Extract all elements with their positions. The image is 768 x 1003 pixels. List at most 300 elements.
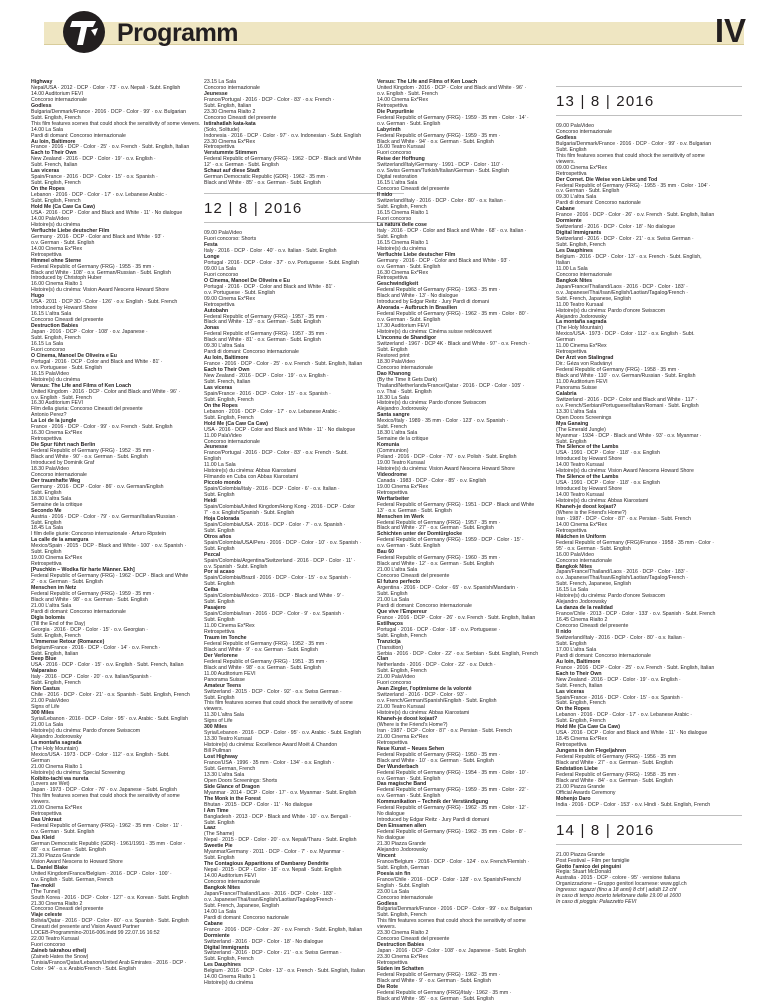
film-detail-line: German Democratic Republic (GDR) · 1962 · 35 mm · (204, 174, 329, 181)
program-entry (556, 672, 744, 690)
film-detail-line: (By the Time It Gets Dark) (377, 376, 437, 383)
film-detail-line: o.v. German · Subt. English (377, 543, 441, 550)
film-detail-line: Antonio Perez? (31, 412, 67, 419)
film-detail-line: USA · 2016 · DCP · Color · 15' · o.v. English · Subt. French, Italian (31, 662, 184, 669)
film-title: Non Castus (31, 686, 60, 693)
film-detail-line: Japan/France/Thailand/Laos · 2016 · DCP · Color · 183' · (556, 283, 688, 290)
film-detail-line: Retrospettiva (377, 102, 408, 109)
program-entry (204, 535, 374, 553)
film-detail-line: Subt. English (204, 617, 235, 624)
film-title: La danza de la realidad (556, 605, 613, 612)
film-detail-line: 17.00 L'altra Sala (556, 646, 597, 653)
program-entry (377, 580, 547, 610)
film-detail-line: Subt. English, French (31, 180, 81, 187)
program-entry (377, 550, 547, 580)
film-detail-line: France/Portugal · 2016 · DCP · Color · 83' · o.v. French · Subt. (204, 450, 348, 457)
film-detail-line: Histoire(s) du cinéma: Vision Award Nescens Howard Shore (31, 287, 169, 294)
program-entry (377, 193, 547, 223)
film-detail-line: France/Chile · 2016 · DCP · Color · 128' · o.v. Spanish/French/ (377, 876, 522, 883)
program-entry (204, 684, 374, 726)
program-entry (556, 660, 744, 672)
film-detail-line: Black and White · 110' · o.v. German/Russian · Subt. English (556, 373, 696, 380)
film-detail-line: Restored print (377, 352, 410, 359)
film-title: Geschwindigkeit (377, 281, 419, 288)
film-title: Den Einsamen allen (377, 823, 427, 830)
film-title: Poesía sin fin (377, 870, 411, 877)
film-detail-line: o.v. German · Subt. English (377, 775, 441, 782)
program-entry (556, 797, 744, 809)
program-entry (377, 282, 547, 306)
film-detail-line: Bulgaria/Denmark/France · 2016 · DCP · Color · 99' · o.v. Bulgarian (31, 108, 187, 115)
film-detail-line: 95' · o.v. German · Subt. English (556, 545, 631, 552)
film-detail-line: 19.00 Cinema Ex*Rex (377, 483, 429, 490)
film-detail-line: o.v. English · Subt. German, French (31, 876, 114, 883)
film-title: Das Unkraut (31, 817, 62, 824)
film-detail-line: 7' · o.v. English/Spanish · Subt. English (204, 509, 295, 516)
film-detail-line: Argentina · 2016 · DCP · Color · 65' · o.v. Spanish/Mandarin · (377, 585, 519, 592)
program-entry (204, 654, 374, 684)
film-title: Highway (31, 79, 53, 85)
film-detail-line: Panorama Suisse (556, 384, 597, 391)
film-detail-line: Bill Pullman (204, 748, 232, 755)
program-entry (377, 717, 547, 747)
film-detail-line: Introduced by Howard Shore (31, 305, 98, 312)
film-detail-line: 14.00 Cinema Ex*Rex (377, 96, 429, 103)
film-detail-line: 16.15 La Sala (31, 340, 64, 347)
film-detail-line: 19.00 Teatro Kursaal (377, 460, 425, 466)
film-detail-line: 11.00 PalaVideo (204, 432, 242, 439)
film-detail-line: Japan/France/Thailand/Laos · 2016 · DCP · Color · 183' · (556, 569, 688, 576)
film-detail-line: 09.30 L'altra Sala (556, 194, 597, 201)
film-title: On the Ropes (556, 706, 590, 713)
program-entry (556, 630, 744, 660)
film-detail-line: Lebanon · 2016 · DCP · Color · 17' · o.v. Lebanese Arabic · (204, 408, 341, 415)
film-detail-line: Spain/Colombia/Italy · 2016 · DCP · Color · 6' · o.v. Italian · (204, 486, 340, 493)
film-detail-line: (Where is the Friend's Home?) (556, 509, 627, 516)
film-detail-line: Tunisia/France/Qatar/Lebanon/United Arab Emirates · 2016 · DCP · (31, 960, 187, 967)
program-entry (31, 151, 201, 169)
film-detail-line: Dir.: Géza von Radványi (556, 361, 612, 368)
film-detail-line: o.v. Japanese/Thai/Isan/English/Laotian/Tagalog/French · (556, 575, 688, 582)
film-detail-line: Histoire(s) du cinéma: Vision Award Nescens Howard Shore (377, 465, 515, 472)
program-entry (556, 606, 744, 630)
film-detail-line: o.v. English · Subt. French (377, 90, 438, 97)
film-detail-line: Fuori concorso (204, 271, 239, 278)
film-title: Bangkok Nites (204, 885, 241, 891)
film-detail-line: Retrospettiva (556, 349, 587, 356)
film-title: Les Dauphines (204, 962, 241, 969)
program-entry (204, 122, 374, 152)
film-detail-line: 11.00 Auditorium FEVI (204, 670, 256, 677)
film-title: Mohenjo Daro (556, 795, 591, 802)
film-detail-line: Subt. English (31, 519, 62, 526)
film-detail-line: Black and White · 9' · o.v. German · Subt. English (377, 977, 491, 984)
film-detail-line: 14.00 Teatro Kursaal (556, 492, 604, 499)
film-detail-line: viewers. (377, 924, 397, 931)
film-detail-line: Concorso internazionale (556, 128, 612, 135)
film-detail-line: o.v. German · Subt. English (377, 120, 441, 127)
film-detail-line: Histoire(s) du cinéma: Abbas Kiarostami (377, 710, 470, 717)
column-4-entries (556, 124, 744, 809)
film-detail-line: Nepal · 2015 · DCP · Color · 20' · o.v. Nepali/Tharu · Subt. English (204, 837, 357, 844)
program-entry (377, 223, 547, 253)
film-detail-line: Pardi di domani: Concorso internazionale (31, 132, 126, 139)
program-entry (377, 872, 547, 902)
film-detail-line: Retrospettiva (204, 301, 235, 308)
film-detail-line: Iran · 1987 · DCP · Color · 87' · o.v. Persian · Subt. French (377, 727, 512, 734)
film-detail-line: Bulgaria/Denmark/France · 2016 · DCP · Color · 99' · o.v. Bulgarian (377, 906, 533, 913)
date-heading-14-8 (556, 815, 742, 845)
film-detail-line: 16.00 Cinema Rialto 1 (31, 281, 83, 288)
film-detail-line: Retrospettiva (556, 170, 587, 177)
film-title: Cabane (204, 920, 223, 927)
film-detail-line: No dialogue (377, 811, 405, 818)
film-title: Videodrome (377, 471, 407, 478)
film-detail-line: Myanmar/Germany · 2011 · DCP · Color · 7' · o.v. Myanmar · (204, 849, 344, 856)
film-detail-line: Mexico/Italy · 1989 · 35 mm · Color · 123' · o.v. Spanish · (377, 418, 509, 425)
film-title: The Contagious Apparitions of Dambarey Dendrite (204, 861, 329, 868)
column-1 (31, 80, 201, 990)
film-detail-line: 21.00 L'altra Sala (377, 567, 418, 574)
date-heading-text: 13 | 8 | 2016 (556, 93, 655, 110)
film-detail-line: This film features scenes that could shock the sensitivity of some viewers. (31, 120, 201, 127)
film-title: Godless (31, 102, 52, 109)
film-detail-line: Pardi di domani: Concorso internazionale (31, 608, 126, 615)
film-title: Das magische Band (377, 781, 427, 788)
film-title: La montaña sagrada (31, 739, 82, 746)
film-title: Menschen im Netz (31, 585, 77, 592)
film-detail-line: Federal Republic of Germany (FRG) · 1959 · 35 mm · Color · 22' · (377, 787, 529, 794)
film-detail-line: Concorso Cineasti del presente (377, 936, 450, 943)
program-entry (377, 372, 547, 414)
film-detail-line: France/Portugal · 2016 · DCP · Color · 83' · o.v. French · (204, 96, 335, 103)
film-title: Sweetie Pie (204, 843, 233, 850)
film-title: Calabria (556, 390, 577, 397)
film-detail-line: Switzerland · 1967 · DCP 4K · Black and White · 97' · o.v. French · (377, 340, 531, 347)
film-title: La Loi de la jungle (31, 418, 77, 425)
film-detail-line: 21.00 Piazza Grande (556, 783, 605, 790)
program-entry (377, 902, 547, 944)
film-detail-line: No dialogue (377, 835, 405, 842)
program-entry (204, 243, 374, 255)
film-title: Pezcal (204, 551, 221, 558)
film-detail-line: Subt. English (377, 346, 408, 353)
film-detail-line: Histoire(s) du cinéma: Abbas Kiarostami (556, 498, 649, 505)
program-entry (31, 616, 201, 640)
program-entry (377, 854, 547, 872)
film-detail-line: Subt. English, French (204, 396, 254, 403)
film-detail-line: 18.30 L'altra Sala (31, 495, 72, 502)
film-title: Las viceras (204, 384, 233, 391)
film-title: Digis bolomis (31, 614, 66, 621)
info-line: Regia: Stuart McDonald (556, 869, 612, 876)
film-detail-line: Mexico/USA · 1973 · DCP · Color · 112' · o.v. English · Subt. (31, 751, 170, 758)
film-detail-line: Switzerland · 2016 · DCP · Color · 21' · o.v. Swiss German · (556, 236, 694, 243)
film-detail-line: Histoire(s) du cinéma (31, 376, 81, 383)
program-entry (556, 136, 744, 178)
film-detail-line: (The Shame) (204, 831, 235, 838)
film-title: Each to Their Own (556, 670, 602, 677)
date-heading-text: 14 | 8 | 2016 (556, 821, 655, 839)
film-detail-line: Pardi di domani: Concorso nazionale (204, 914, 289, 921)
program-entry (204, 785, 374, 797)
film-title: Koibito-tachi wa nureta (31, 775, 89, 782)
film-detail-line: Black and White · 13' · No dialogue (377, 293, 459, 300)
program-entry (556, 535, 744, 565)
program-entry (204, 404, 374, 422)
film-detail-line: Federal Republic of Germany (FRG) · 1952 · 35 mm · (31, 448, 155, 455)
program-entry (556, 749, 744, 767)
film-detail-line: Portugal · 2016 · DCP · Color and Black and White · 81' · (204, 283, 336, 290)
film-detail-line: Concorso Cineasti del presente (556, 623, 629, 630)
film-title: Das Kleid (31, 835, 55, 842)
program-entry (204, 279, 374, 309)
film-detail-line: Spain/France · 2016 · DCP · Color · 15' · o.v. Spanish · (556, 694, 683, 701)
film-detail-line: Histoire(s) du cinéma (377, 245, 427, 252)
film-detail-line: 22.00 Teatro Kursaal (31, 936, 79, 943)
program-entry (556, 725, 744, 749)
film-title: Each to Their Own (31, 150, 77, 157)
film-title: Die Purpurlinie (377, 108, 414, 115)
film-detail-line: Retrospettiva (377, 739, 408, 746)
film-title: Jonas (204, 325, 219, 332)
film-detail-line: viewers. (556, 158, 576, 165)
film-detail-line: Retrospettiva (31, 561, 62, 568)
program-entry (204, 862, 374, 886)
film-title: Piccolo mondo (204, 480, 242, 487)
film-title: Mya Ganaing (556, 420, 589, 427)
film-detail-line: Concorso Cineasti del presente (31, 317, 104, 324)
program-entry (204, 422, 374, 446)
program-entry (31, 229, 201, 259)
program-entry (377, 622, 547, 640)
film-detail-line: Japan · 2016 · DCP · Color · 108' · o.v. Japanese · (31, 329, 148, 336)
film-detail-line: Bolivia/Qatar · 2016 · DCP · Color · 80' · o.v. Spanish · Subt. English (31, 918, 189, 925)
film-detail-line: Subt. English, French (377, 204, 427, 211)
program-entry (204, 517, 374, 535)
film-detail-line: Subt. French, Japanese, English (556, 581, 631, 588)
film-title: Der Wunderbach (377, 763, 419, 770)
film-detail-line: Fuori concorso (377, 150, 412, 157)
film-detail-line: 2' · o.v. German · Subt. English (31, 579, 103, 586)
film-detail-line: Federal Republic of Germany (FRG) · 1957 · 35 mm · (204, 331, 328, 338)
film-title: Il nido (556, 629, 572, 636)
film-title: O Cinema, Manoel De Oliveira e Eu (204, 277, 290, 284)
film-detail-line: 14.00 Teatro Kursaal (556, 462, 604, 469)
film-title: Bangkok Nites (556, 277, 593, 284)
film-detail-line: 23.30 Cinema Rialto 2 (204, 108, 256, 115)
film-title: Les Dauphines (556, 248, 593, 255)
film-title: La natura delle cose (377, 221, 427, 228)
film-detail-line: Federal Republic of Germany (FRG) · 1959 · 35 mm · (377, 132, 501, 139)
film-detail-line: 21.30 Piazza Grande (377, 841, 426, 847)
film-detail-line: German Democratic Republic (GDR) · 1961/1991 · 35 mm · Color · (31, 841, 186, 847)
program-entry (377, 800, 547, 824)
film-title: Ceiba (204, 587, 219, 594)
film-title: Hoja Colorada (204, 515, 240, 522)
film-detail-line: 11.00 Cinema Ex*Rex (556, 343, 607, 350)
film-detail-line: 21.30 Cinema Rialto 2 (31, 900, 83, 907)
film-title: Tranzicija (377, 638, 401, 645)
program-entry (204, 309, 374, 327)
film-detail-line: 18.45 Cinema Ex*Rex (556, 736, 608, 743)
film-detail-line: Subt. English (556, 438, 587, 445)
film-detail-line: (The Emerald Jungle) (556, 426, 606, 433)
program-entry (377, 306, 547, 336)
film-detail-line: Japan/France/Thailand/Laos · 2016 · DCP · Color · 183' · (204, 890, 336, 897)
film-detail-line: (The Holy Mountain) (556, 325, 603, 332)
film-detail-line: Subt. English (556, 640, 587, 647)
film-detail-line: Spain/Colombia/Argentina/Switzerland · 2016 · DCP · Color · 11' · (204, 557, 356, 564)
program-entry (377, 253, 547, 283)
film-title: Laaz (204, 825, 216, 832)
film-detail-line: Bhutan · 2015 · DCP · Color · 11' · No dialogue (204, 801, 313, 808)
film-detail-line: Introduced by Dominik Graf (31, 460, 95, 466)
program-entry (31, 538, 201, 568)
film-detail-line: 11.30 L'altra Sala (204, 712, 244, 719)
film-detail-line: Germany · 2016 · DCP · Color and Black and White · 93' · (31, 233, 165, 240)
program-entry (31, 259, 201, 295)
film-detail-line: 23.30 Cinema Ex*Rex (377, 954, 429, 961)
film-title: Estilhaços (377, 620, 403, 627)
film-detail-line: 16.00 Teatro Kursaal (377, 144, 425, 151)
film-title: Kommunikation – Technik der Verständigung (377, 799, 489, 806)
film-detail-line: Subt. English, French (31, 198, 81, 205)
film-title: Der traumhafte Weg (31, 477, 81, 484)
film-detail-line: Black and White · 98' · o.v. German · Subt. English (204, 664, 321, 671)
film-detail-line: Italy · 2016 · DCP · Color and Black and White · 68' · o.v. Italian · (377, 227, 527, 234)
film-detail-line: Japan · 1973 · DCP · Color · 76' · o.v. Japanese · Subt. English (31, 787, 177, 794)
film-detail-line: Subt. English, French (31, 680, 81, 687)
film-title: Las viceras (556, 688, 585, 695)
program-entry (204, 445, 374, 481)
film-detail-line: Black and White · 12' · o.v. German · Subt. English (377, 561, 494, 568)
film-detail-line: Federal Republic of Germany (FRG) · 1957 · 35 mm · (204, 313, 328, 320)
film-detail-line: 09.00 PalaVideo (556, 123, 594, 129)
film-detail-line: o.v. German · Subt. English (31, 239, 95, 246)
film-detail-line: o.v. Portuguese · Subt. English (204, 289, 276, 296)
film-detail-line: Signs of Life (31, 704, 60, 711)
film-title: [Puschkin – Wodka für harte Männer. Ekh] (31, 567, 135, 574)
film-detail-line: 21.00 Cinema Rialto 1 (31, 763, 83, 770)
film-detail-line: viewers. (204, 706, 224, 713)
film-detail-line: This film features scenes that could shock the sensitivity of some (31, 793, 180, 800)
film-detail-line: German (556, 337, 575, 344)
film-title: Autobahn (204, 307, 229, 314)
film-detail-line: Retrospettiva (377, 275, 408, 282)
film-detail-line: New Zealand · 2016 · DCP · Color · 19' · o.v. English · (204, 373, 329, 380)
film-detail-line: Syria/Lebanon · 2016 · DCP · Color · 95' · o.v. Arabic · Subt. English (204, 730, 362, 737)
film-detail-line: Concorso internazionale (204, 438, 260, 445)
film-detail-line: o.v. German · Subt. English (377, 317, 441, 324)
film-detail-line: Alejandro Jodorowsky (377, 846, 428, 853)
program-entry (31, 324, 201, 354)
film-detail-line: Concorso Cineasti del presente (204, 114, 277, 121)
film-detail-line: France/USA · 1996 · 35 mm · Color · 134' · o.v. English · (204, 759, 335, 766)
program-entry (204, 231, 374, 243)
film-title: Tae-mokil (31, 882, 55, 889)
film-detail-line: Histoire(s) du cinéma: Pardo d'onore Swisscom (377, 400, 487, 407)
film-detail-line: Subt. English (204, 545, 235, 552)
film-detail-line: Belgium · 2016 · DCP · Color · 13' · o.v. French · Subt. English, Italian (204, 968, 365, 975)
film-detail-line: 21.00 Cinema Ex*Rex (31, 805, 83, 812)
film-detail-line: 11.00 La Sala (556, 265, 588, 272)
program-entry (204, 886, 374, 922)
program-entry (556, 178, 744, 208)
film-detail-line: 11.00 Cinema Ex*Rex (204, 623, 255, 630)
film-detail-line: 16.15 Cinema Rialto 1 (377, 209, 429, 216)
film-detail-line: Belgium · 2016 · DCP · Color · 13' · o.v. French · Subt. English, (556, 253, 702, 260)
film-detail-line: 19.00 Cinema Ex*Rex (31, 555, 83, 562)
film-detail-line: Switzerland · 2016 · DCP · Color and Black and White · 117' · (556, 396, 698, 403)
film-title: Dao Khanong (377, 370, 411, 377)
film-detail-line: Retrospettiva (556, 527, 587, 534)
film-detail-line: 16.30 Cinema Ex*Rex (377, 269, 429, 276)
film-detail-line: 14.00 Auditorium FEVI (204, 873, 256, 880)
film-title: Alvorada – Aufbruch in Brasilien (377, 305, 458, 312)
film-title: I Am Time (204, 807, 229, 814)
program-entry (377, 336, 547, 372)
film-detail-line: Signs of Life (204, 718, 233, 725)
film-detail-line: Mexico/Spain · 2015 · DCP · Black and White · 100' · o.v. Spanish · (31, 543, 187, 550)
film-detail-line: Introduced by Christoph Huber (31, 275, 102, 282)
film-detail-line: 21.00 La Sala (377, 596, 410, 603)
column-2 (204, 80, 374, 990)
film-detail-line: Iran · 1987 · DCP · Color · 87' · o.v. Persian · Subt. French (556, 515, 691, 522)
program-entry (31, 687, 201, 711)
film-detail-line: Federal Republic of Germany (FRG) · 1962 · 35 mm · Color · 12' · (377, 805, 529, 812)
film-detail-line: Italy · 2016 · DCP · Color · 40' · o.v. Italian · Subt. English (204, 248, 337, 255)
film-detail-line: Federal Republic of Germany (FRG) · 1960 · 35 mm · (377, 555, 501, 562)
film-detail-line: 21.00 Cinema Ex*Rex (377, 733, 429, 740)
program-entry (204, 326, 374, 356)
film-detail-line: 14.00 Auditorium FEVI (31, 90, 83, 97)
film-detail-line: Serbia · 2016 · DCP · Color · 22' · o.v. Serbian · Subt. English, French (377, 650, 539, 657)
film-detail-line: 21.00 Teatro Kursaal (377, 704, 425, 711)
program-entry (31, 104, 201, 140)
program-entry (377, 532, 547, 550)
film-title: Vincent (377, 852, 396, 859)
film-detail-line: 13.30 Teatro Kursaal (204, 736, 252, 743)
program-entry (31, 187, 201, 205)
film-detail-line: Subt. German, French (204, 765, 256, 772)
film-detail-line: (Lovers are Wet) (31, 781, 70, 788)
film-detail-line: Federal Republic of Germany (FRG) · 1954 · 35 mm · Color · 10' · (377, 769, 529, 776)
film-detail-line: Fuori concorso (377, 680, 412, 687)
film-title: On the Ropes (31, 186, 65, 193)
film-title: Die Spur führt nach Berlin (31, 442, 96, 449)
film-detail-line: (The Holy Mountain) (31, 745, 78, 752)
film-title: Der Verlorene (204, 652, 238, 659)
film-detail-line: o.v. French/Serbian/Portuguese/Italian/Romani · Subt. English (556, 402, 699, 409)
film-title: Schichten unter der Domtürglocke (377, 531, 463, 538)
film-title: Der Arzt von Stalingrad (556, 355, 614, 362)
film-detail-line: Subt. English, Italian (204, 102, 252, 109)
film-detail-line: France/Belgium · 2016 · DCP · Color · 124' · o.v. French/Flemish · (377, 858, 530, 865)
program-entry (204, 499, 374, 517)
film-detail-line: Introduced by Edgar Reitz · Jury Pardi di domani (377, 299, 489, 306)
film-detail-line: Open Doors Screenings: Shorts (204, 777, 278, 784)
film-detail-line: Federal Republic of Germany (FRG) · 1962 · 35 mm · Color · 80' · (377, 311, 529, 318)
film-detail-line: 12' · o.v. German · Subt. English (204, 162, 279, 169)
film-detail-line: o.v. Japanese/Thai/Isan/English/Laotian/Tagalog/French · (204, 896, 336, 903)
film-detail-line: Concorso internazionale (556, 557, 612, 564)
program-entry (556, 356, 744, 392)
film-detail-line: Black and White · 13' · o.v. German · Subt. English (204, 319, 321, 326)
program-entry (31, 586, 201, 616)
column-2-bottom (204, 231, 374, 987)
film-detail-line: Black and White · 10' · o.v. German · Subt. English (377, 757, 494, 764)
